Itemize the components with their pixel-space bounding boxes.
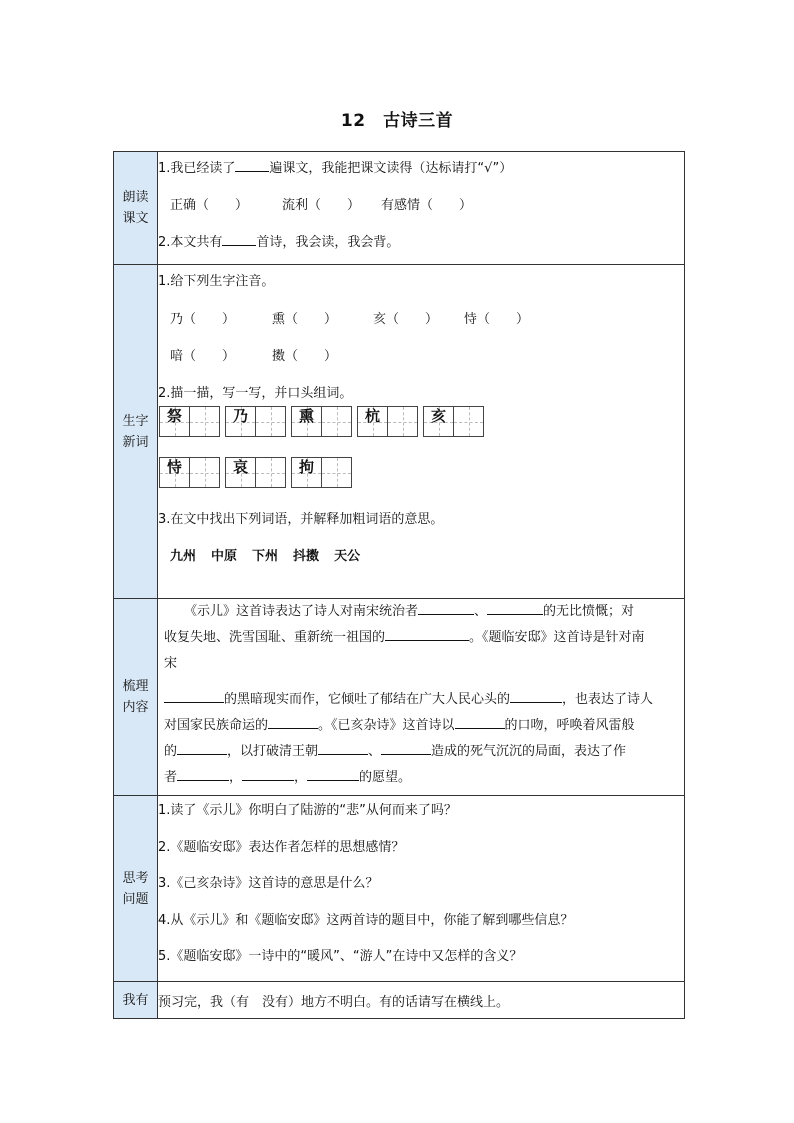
char-practice-group [159,457,220,491]
pinyin-item[interactable]: 喑（ ） [170,349,236,364]
vocab-item: 天公 [334,549,361,564]
section-read-aloud [114,152,685,265]
vocab-item: 九州 [170,549,197,564]
fill-blank[interactable] [455,714,505,729]
fill-blank[interactable] [242,766,294,781]
writing-cell[interactable] [453,406,484,437]
fill-blank[interactable] [381,740,431,755]
fill-blank[interactable] [177,740,227,755]
char-practice-group [291,457,352,491]
poem-count-blank[interactable] [222,231,256,246]
char-practice-group [159,406,220,440]
section-think-questions [114,796,685,982]
vocab-item: 抖擞 [293,549,320,564]
summary-line-5: 对国家民族命运的 。《已亥杂诗》这首诗以 的口吻，呼唤着风雷般 [164,709,684,743]
fill-blank[interactable] [307,766,359,781]
model-character: 祭 [166,407,182,425]
section-label-words: 生字 新词 [114,265,158,599]
fill-blank[interactable] [177,766,229,781]
think-question: 2.《题临安邸》表达作者怎样的思想感情？ [158,840,405,855]
pinyin-row-2 [158,345,684,365]
fill-blank[interactable] [164,688,224,703]
page-title: 12 古诗三首 [340,111,454,131]
read-question-1: 1.我已经读了 遍课文，我能把课文读得（达标请打“√”） [158,157,684,177]
option-expressive[interactable]: 有感情（ ） [381,198,473,213]
words-question-1: 1.给下列生字注音。 [158,274,275,289]
char-practice-group [225,406,286,440]
section-label-summary: 梳理 内容 [114,599,158,796]
model-character: 杭 [364,407,380,425]
fill-blank[interactable] [268,714,318,729]
model-character: 熏 [298,407,314,425]
words-question-3: 3.在文中找出下列词语，并解释加粗词语的意思。 [158,512,444,527]
vocab-list [158,545,684,565]
pinyin-item[interactable]: 擞（ ） [272,349,338,364]
check-mark-icon: √ [484,161,493,176]
char-practice-group [423,406,484,440]
section-label-think: 思考 问题 [114,796,158,982]
section-new-words [114,265,685,599]
think-question: 3.《己亥杂诗》这首诗的意思是什么？ [158,876,379,891]
model-character: 亥 [430,407,446,425]
writing-grid-row-2 [158,457,684,491]
fill-blank[interactable] [487,600,543,615]
model-character: 拘 [298,458,314,476]
preview-worksheet-table [113,151,685,1019]
option-correct[interactable]: 正确（ ） [170,198,249,213]
fill-blank[interactable] [385,626,469,641]
section-label-ask: 我有 [114,982,158,1019]
summary-line-2: 收复失地、洗雪国耻、重新统一祖国的 。《题临安邸》这首诗是针对南 [164,621,684,655]
char-practice-group [291,406,352,440]
writing-cell[interactable] [321,406,352,437]
words-question-2: 2.描一描，写一写，并口头组词。 [158,386,353,401]
summary-line-7: 者 ， ， 的愿望。 [164,761,684,795]
pinyin-item[interactable]: 亥（ ） [373,312,439,327]
summary-line-1: 《示儿》这首诗表达了诗人对南宋统治者 、 的无比愤慨；对 [164,595,684,629]
writing-cell[interactable] [189,457,220,488]
vocab-item: 中原 [211,549,238,564]
section-my-questions [114,982,685,1019]
writing-cell[interactable] [387,406,418,437]
times-read-blank[interactable] [235,157,269,172]
fill-blank[interactable] [510,688,562,703]
pinyin-row-1 [158,308,684,328]
section-label-read: 朗读 课文 [114,152,158,265]
reading-level-options [158,194,684,214]
read-question-2: 2.本文共有 首诗，我会读，我会背。 [158,231,684,251]
vocab-item: 下州 [252,549,279,564]
writing-cell[interactable] [321,457,352,488]
section-summary [114,599,685,796]
ask-prompt: 预习完，我（有 没有）地方不明白。有的话请写在横线上。 [158,994,510,1010]
fill-blank[interactable] [318,740,368,755]
model-character: 乃 [232,407,248,425]
writing-cell[interactable] [255,406,286,437]
summary-line-6: 的 ，以打破清王朝 、 造成的死气沉沉的局面，表达了作 [164,735,684,769]
writing-cell[interactable] [255,457,286,488]
pinyin-item[interactable]: 乃（ ） [170,312,236,327]
writing-grid-row-1 [158,406,684,440]
model-character: 哀 [232,458,248,476]
pinyin-item[interactable]: 恃（ ） [464,312,530,327]
fill-blank[interactable] [418,600,474,615]
think-question: 4.从《示儿》和《题临安邸》这两首诗的题目中，你能了解到哪些信息？ [158,913,574,928]
char-practice-group [225,457,286,491]
summary-line-3: 宋 [164,656,178,671]
summary-line-4: 的黑暗现实而作，它倾吐了郁结在广大人民心头的 ，也表达了诗人 [164,683,684,717]
writing-cell[interactable] [189,406,220,437]
think-question: 5.《题临安邸》一诗中的“暖风”、“游人”在诗中又怎样的含义？ [158,949,523,964]
pinyin-item[interactable]: 熏（ ） [272,312,338,327]
char-practice-group [357,406,418,440]
option-fluent[interactable]: 流利（ ） [282,198,361,213]
think-question: 1.读了《示儿》你明白了陆游的“悲”从何而来了吗？ [158,803,457,818]
model-character: 恃 [166,458,182,476]
